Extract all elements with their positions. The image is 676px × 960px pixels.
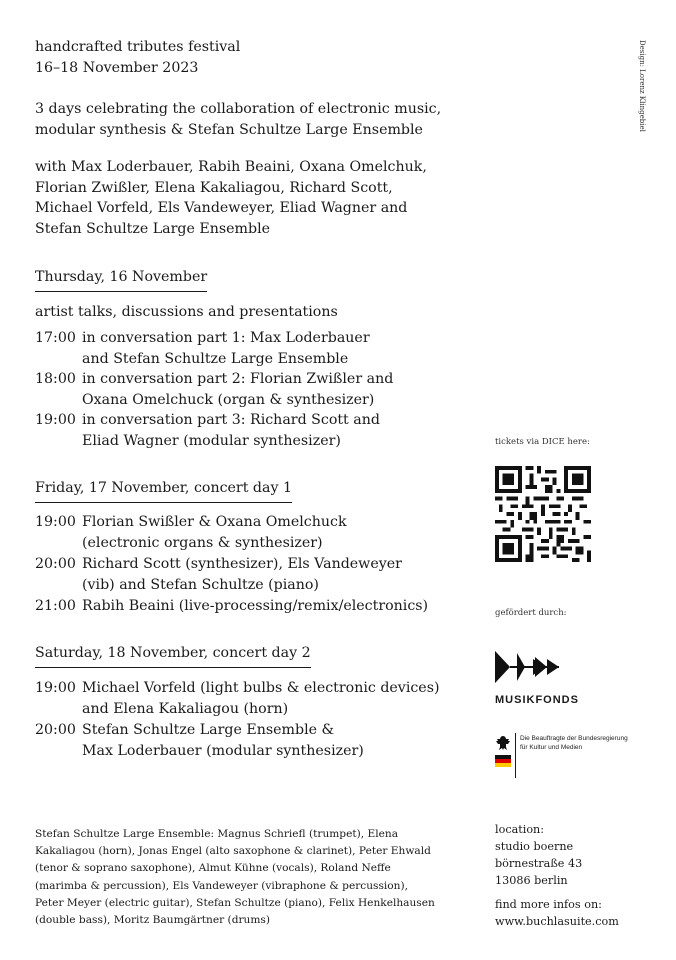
day-heading-saturday: Saturday, 18 November, concert day 2 xyxy=(35,643,311,668)
event-description: Michael Vorfeld (light bulbs & electronic devices) and Elena Kakaliagou (horn) xyxy=(82,680,440,717)
description-line: modular synthesis & Stefan Schultze Large Ensemble xyxy=(35,121,423,138)
website-link[interactable]: www.buchlasuite.com xyxy=(495,915,619,928)
artist-line: Michael Vorfeld, Els Vandeweyer, Eliad Wagner and xyxy=(35,200,408,216)
design-credit: Design: Lorenz Klingebiel xyxy=(638,40,646,132)
location-venue: studio boerne xyxy=(495,840,574,853)
event-time: 20:00 xyxy=(35,556,76,572)
event-description: Florian Swißler & Oxana Omelchuck (electronic organs & synthesizer) xyxy=(82,514,347,551)
bkm-divider xyxy=(515,733,516,778)
musikfonds-label: MUSIKFONDS xyxy=(495,694,579,706)
federal-eagle-icon xyxy=(495,735,511,751)
event-time: 21:00 xyxy=(35,598,76,614)
ticket-qr-code[interactable] xyxy=(495,466,591,562)
location-city: 13086 berlin xyxy=(495,874,568,887)
funding-label: gefördert durch: xyxy=(495,608,567,618)
festival-description xyxy=(35,99,475,140)
day-heading-thursday: Thursday, 16 November xyxy=(35,267,207,292)
event-time: 19:00 xyxy=(35,412,76,428)
event-description: Richard Scott (synthesizer), Els Vandeweyer (vib) and Stefan Schultze (piano) xyxy=(82,556,402,593)
location-street: börnestraße 43 xyxy=(495,857,583,870)
event-description: Stefan Schultze Large Ensemble & Max Loderbauer (modular synthesizer) xyxy=(82,722,364,759)
more-info-label: find more infos on: xyxy=(495,898,602,911)
event-description: in conversation part 2: Florian Zwißler and Oxana Omelchuck (organ & synthesizer) xyxy=(82,371,394,408)
musikfonds-logo xyxy=(495,647,561,687)
event-description: in conversation part 3: Richard Scott and Eliad Wagner (modular synthesizer) xyxy=(82,412,380,449)
event-time: 18:00 xyxy=(35,371,76,387)
artist-line: Stefan Schultze Large Ensemble xyxy=(35,220,271,237)
artist-line: Florian Zwißler, Elena Kakaliagou, Richard Scott, xyxy=(35,179,393,196)
artist-line: with Max Loderbauer, Rabih Beaini, Oxana Omelchuk, xyxy=(35,159,427,175)
ensemble-credits: Stefan Schultze Large Ensemble: Magnus Schriefl (trumpet), Elena Kakaliagou (horn), Jonas Engel (alto saxophone & clarinet), Peter Ehwald (tenor & soprano saxophone), Almut Kühne (vocals), Roland Neffe (marimba & percussion), Els Vandeweyer (vibraphone & percussion), Peter Meyer (electric guitar), Stefan Schultze (piano), Felix Henkelhausen (double bass), Moritz Baumgärtner (drums) xyxy=(35,828,435,927)
event-time: 19:00 xyxy=(35,514,76,530)
description-line: 3 days celebrating the collaboration of electronic music, xyxy=(35,101,442,117)
event-time: 19:00 xyxy=(35,680,76,696)
bkm-label: Die Beauftragte der Bundesregierung für Kultur und Medien xyxy=(520,735,628,751)
flag-stripe-gold xyxy=(495,763,511,767)
festival-name: handcrafted tributes festival xyxy=(35,39,241,55)
event-time: 20:00 xyxy=(35,722,76,738)
festival-dates: 16–18 November 2023 xyxy=(35,59,199,76)
event-time: 17:00 xyxy=(35,330,76,346)
more-info-block xyxy=(495,896,619,930)
event-description: Rabih Beaini (live-processing/remix/electronics) xyxy=(82,598,429,614)
event-description: in conversation part 1: Max Loderbauer and Stefan Schultze Large Ensemble xyxy=(82,330,370,367)
location-label: location: xyxy=(495,823,545,836)
location-block xyxy=(495,821,582,889)
festival-intro xyxy=(35,37,475,78)
artist-list xyxy=(35,157,475,239)
tickets-label: tickets via DICE here: xyxy=(495,437,590,447)
day-heading-friday: Friday, 17 November, concert day 1 xyxy=(35,478,292,503)
day-subtitle-thursday: artist talks, discussions and presentations xyxy=(35,304,338,320)
